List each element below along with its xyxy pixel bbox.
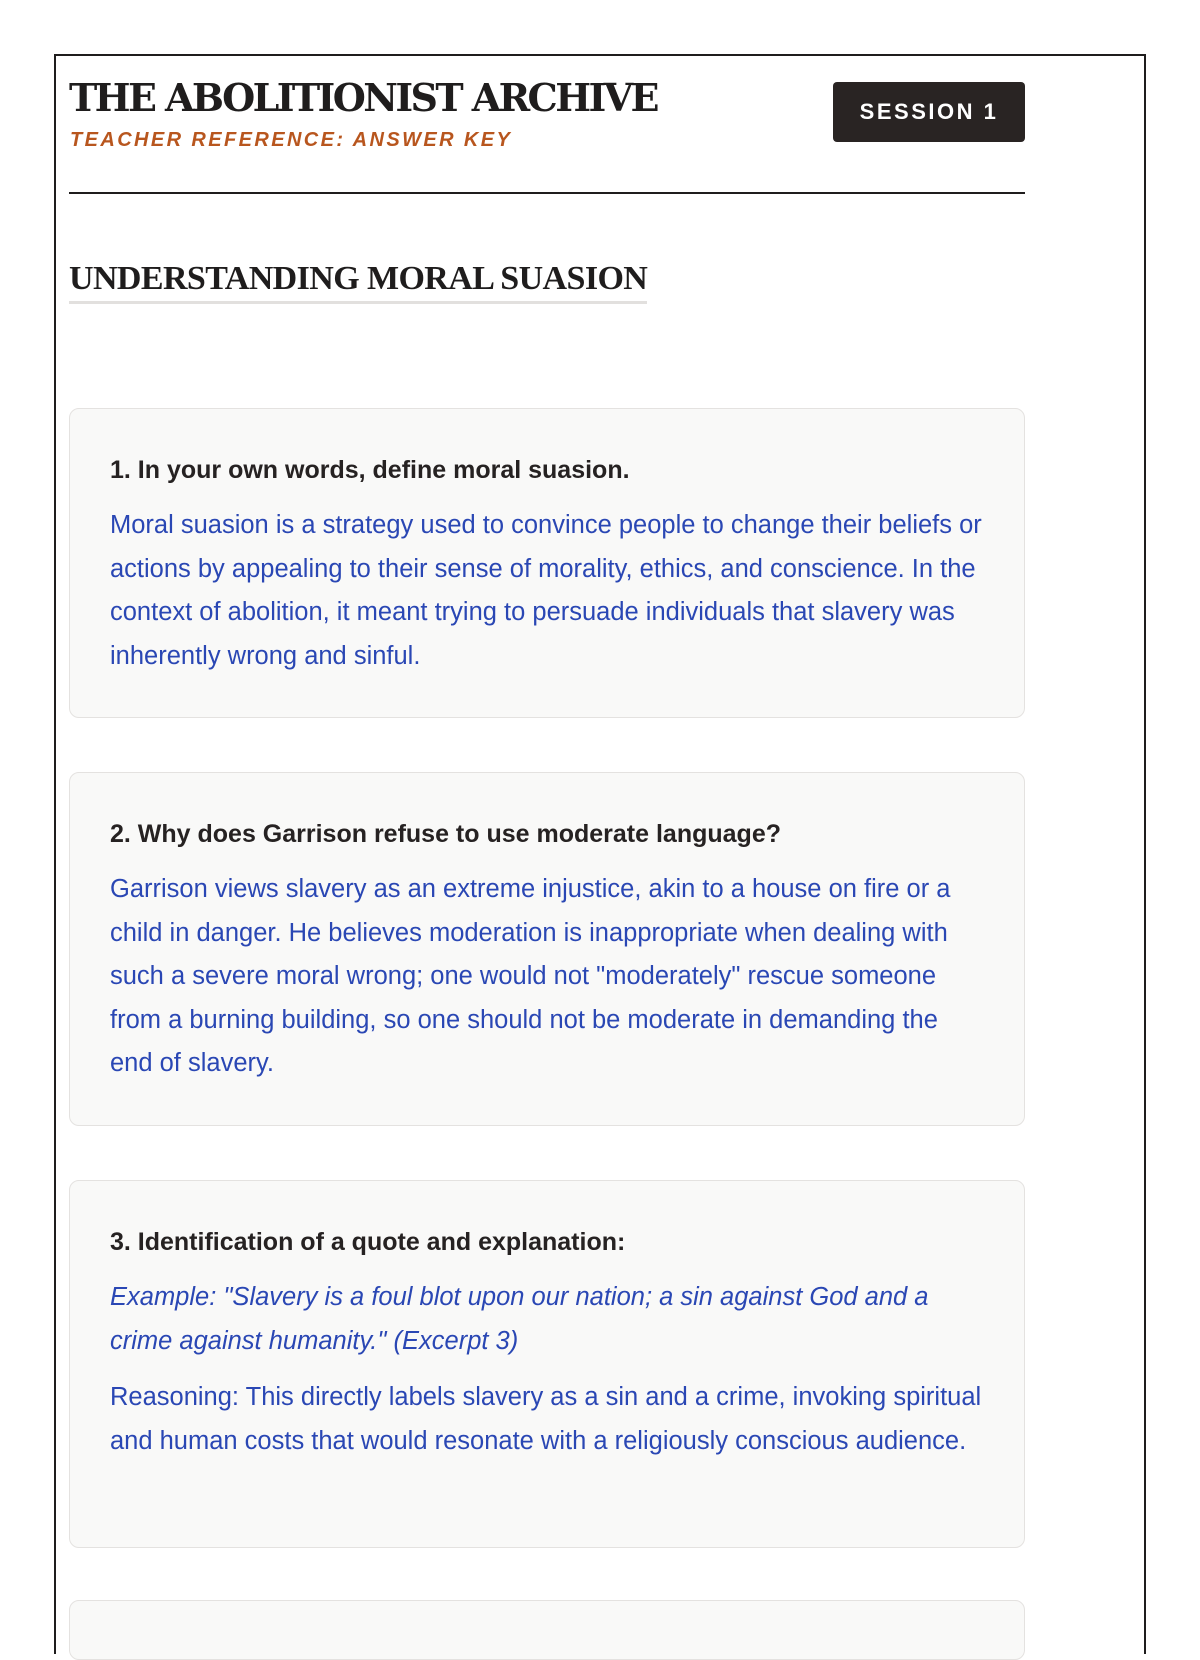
question-card-2 [69, 772, 1025, 1126]
section-heading: UNDERSTANDING MORAL SUASION [69, 258, 647, 304]
question-card-4-partial [69, 1600, 1025, 1660]
question-3-example-quote: Example: "Slavery is a foul blot upon our nation; a sin against God and a crime against humanity." (Excerpt 3) [110, 1283, 929, 1355]
question-1-answer: Moral suasion is a strategy used to convince people to change their beliefs or actions by appealing to their sense of morality, ethics, and conscience. In the context of abolition, it meant trying to persuade individuals that slavery was inherently wrong and sinful. [110, 511, 982, 670]
question-card-1 [69, 408, 1025, 718]
session-badge: SESSION 1 [833, 82, 1025, 142]
question-2-answer: Garrison views slavery as an extreme injustice, akin to a house on fire or a child in danger. He believes moderation is inappropriate when dealing with such a severe moral wrong; one would not "moderately" rescue someone from a burning building, so one should not be moderate in demanding the end of slavery. [110, 875, 951, 1077]
page-header [69, 76, 1025, 194]
question-2-prompt: 2. Why does Garrison refuse to use moderate language? [110, 820, 781, 848]
answer-key-subtitle: TEACHER REFERENCE: ANSWER KEY [70, 129, 513, 151]
question-1-prompt: 1. In your own words, define moral suasion. [110, 456, 630, 484]
question-card-3 [69, 1180, 1025, 1548]
archive-title: THE ABOLITIONIST ARCHIVE [69, 75, 657, 120]
question-3-reasoning: Reasoning: This directly labels slavery as a sin and a crime, invoking spiritual and human costs that would resonate with a religiously conscious audience. [110, 1383, 982, 1455]
question-3-prompt: 3. Identification of a quote and explanation: [110, 1228, 626, 1256]
